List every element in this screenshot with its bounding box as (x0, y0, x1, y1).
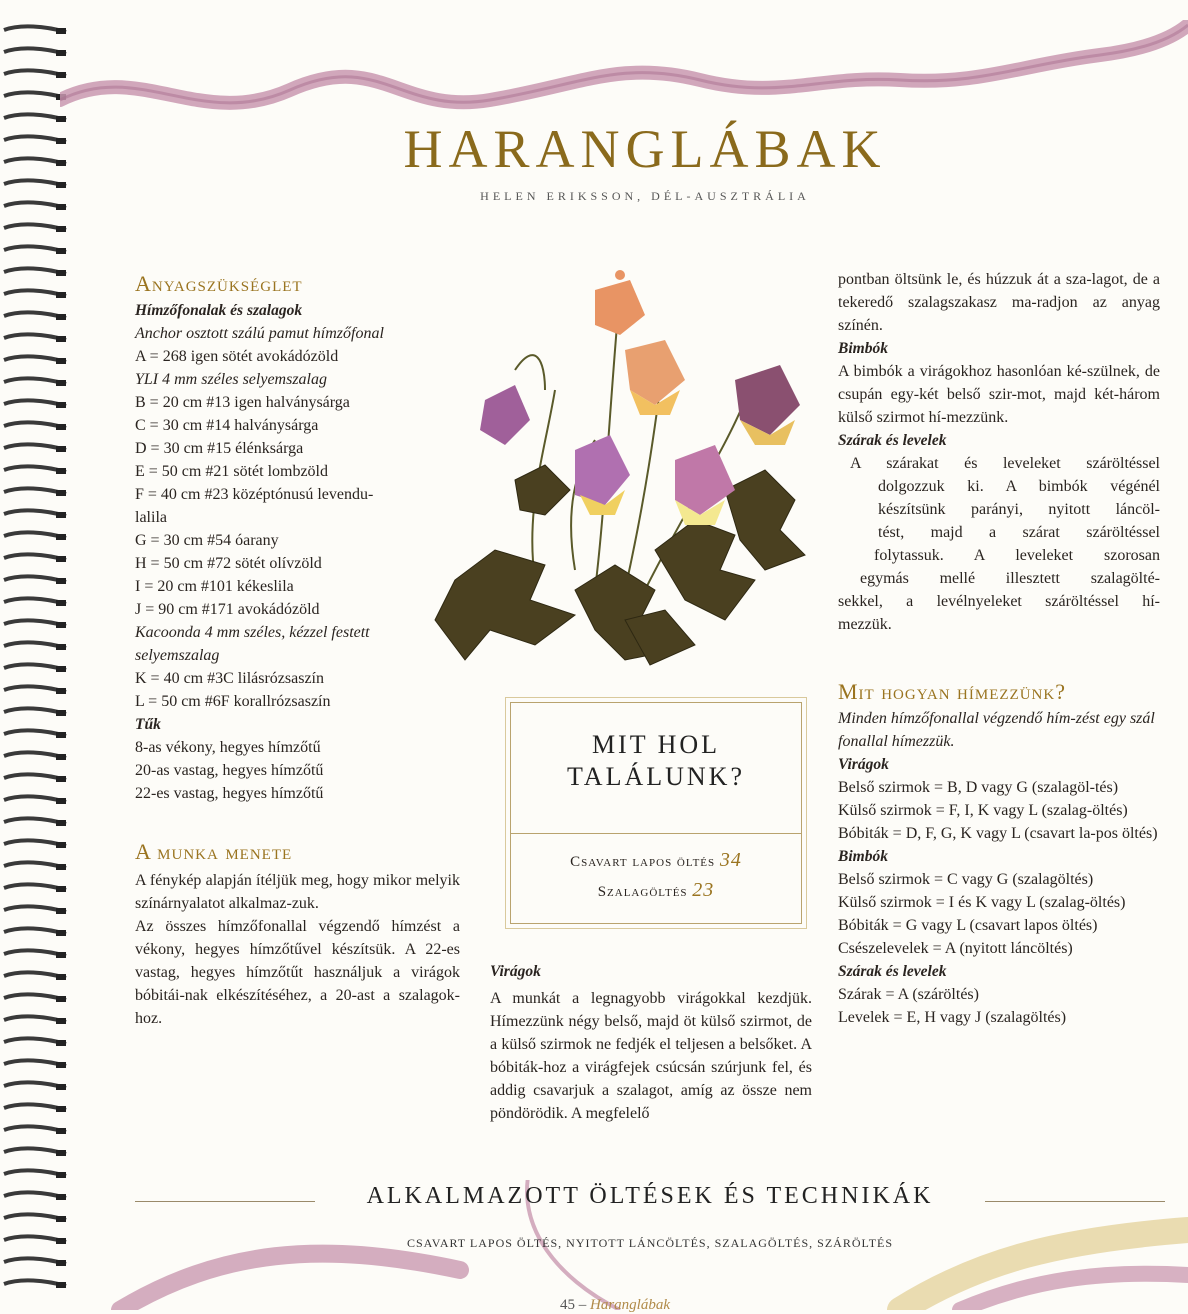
where-to-find-box (510, 702, 802, 924)
footer-heading: ALKALMAZOTT ÖLTÉSEK ÉS TECHNIKÁK (366, 1183, 934, 1209)
stems-line: egymás mellé illesztett szalagölté- (860, 570, 1160, 587)
process-paragraph-2: Az összes hímzőfonallal végzendő hímzést a vékony, hegyes hímzőtűvel készítsük. A 22-es vastag, hegyes hímzőtűt használjuk a virágok bóbitái-nak elkészítéséhez, a 20-ast a szalagok-hoz. (135, 918, 460, 1027)
how-item: Levelek = E, H vagy J (szalagöltés) (838, 1009, 1067, 1026)
author-line: HELEN ERIKSSON, DÉL-AUSZTRÁLIA (480, 189, 810, 203)
spiral-hole (56, 1062, 66, 1068)
buds-paragraph: A bimbók a virágokhoz hasonlóan ké-szülnek, de csupán egy-két belső szir-mot, majd két-három külső szirmot hí-mezzünk. (838, 363, 1160, 426)
material-item: I = 20 cm #101 kékeslila (135, 578, 294, 595)
spiral-hole (56, 952, 66, 958)
columbine-embroidery-image (395, 250, 825, 680)
how-intro: Minden hímzőfonallal végzendő hím-zést egy szál fonallal hímezzük. (838, 710, 1155, 750)
how-heading: Mit hogyan hímezzünk? (838, 679, 1066, 704)
ribbon-decoration-top (60, 20, 1188, 130)
how-section (838, 680, 1160, 1029)
material-item: J = 90 cm #171 avokádózöld (135, 601, 320, 618)
needle-item: 22-es vastag, hegyes hímzőtű (135, 785, 324, 802)
spiral-hole (56, 732, 66, 738)
how-buds-list (838, 868, 1160, 960)
needle-item: 8-as vékony, hegyes hímzőtű (135, 739, 321, 756)
process-paragraph-1: A fénykép alapján ítéljük meg, hogy mikor melyik színárnyalatot alkalmaz-zuk. (135, 872, 460, 912)
spiral-hole (56, 622, 66, 628)
flowers-instructions (490, 960, 812, 1125)
material-item: selyemszalag (135, 647, 220, 664)
box-title: MIT HOL TALÁLUNK? (567, 730, 745, 791)
flowers-paragraph: A munkát a legnagyobb virágokkal kezdjük. Hímezzünk négy belső, majd öt külső szirmot, de a külső szirmok ne fedjék el teljesen a belsőket. A bóbiták-hoz a virágfejek csúcsán szúrjunk fel, és addig csavarjuk a szalagot, amíg az össze nem pöndörödik. A megfelelő (490, 990, 812, 1122)
spiral-hole (56, 930, 66, 936)
how-item: Szárak = A (száröltés) (838, 986, 979, 1003)
spiral-hole (56, 1084, 66, 1090)
spiral-hole (56, 908, 66, 914)
spiral-hole (56, 358, 66, 364)
spiral-hole (56, 226, 66, 232)
material-item: H = 50 cm #72 sötét olívzöld (135, 555, 322, 572)
spiral-hole (56, 402, 66, 408)
stems-line: készítsünk parányi, nyitott láncöl- (878, 501, 1160, 518)
spiral-hole (56, 182, 66, 188)
stems-paragraph (838, 452, 1160, 636)
spiral-hole (56, 336, 66, 342)
material-item: Kacoonda 4 mm széles, kézzel festett (135, 624, 370, 641)
material-item: A = 268 igen sötét avokádózöld (135, 348, 339, 365)
stems-line: mezzük. (838, 616, 892, 633)
spiral-hole (56, 600, 66, 606)
process-heading: A munka menete (135, 839, 293, 864)
material-item: lalila (135, 509, 167, 526)
needles-subheading: Tűk (135, 716, 161, 733)
how-item: Bóbiták = D, F, G, K vagy L (csavart la-pos öltés) (838, 825, 1158, 842)
spiral-hole (56, 688, 66, 694)
spiral-hole (56, 1172, 66, 1178)
material-item: F = 40 cm #23 középtónusú levendu- (135, 486, 374, 503)
how-flowers-list (838, 776, 1160, 845)
spiral-hole (56, 776, 66, 782)
how-stems-subheading: Szárak és levelek (838, 963, 947, 980)
spiral-hole (56, 424, 66, 430)
material-item: D = 30 cm #15 élénksárga (135, 440, 304, 457)
stems-line: dolgozzuk ki. A bimbók végénél (878, 478, 1160, 495)
needles-list (135, 736, 460, 805)
how-item: Külső szirmok = F, I, K vagy L (szalag-öltés) (838, 802, 1128, 819)
spiral-hole (56, 864, 66, 870)
stems-line: tést, majd a szárat száröltéssel (878, 524, 1160, 541)
material-item: K = 40 cm #3C lilásrózsaszín (135, 670, 324, 687)
how-item: Bóbiták = G vagy L (csavart lapos öltés) (838, 917, 1098, 934)
spiral-hole (56, 490, 66, 496)
how-item: Külső szirmok = I és K vagy L (szalag-öltés) (838, 894, 1126, 911)
material-item: E = 50 cm #21 sötét lombzöld (135, 463, 328, 480)
buds-subheading: Bimbók (838, 340, 888, 357)
spiral-hole (56, 820, 66, 826)
how-item: Belső szirmok = C vagy G (szalagöltés) (838, 871, 1094, 888)
spiral-hole (56, 710, 66, 716)
spiral-hole (56, 1128, 66, 1134)
spiral-hole (56, 512, 66, 518)
spiral-hole (56, 204, 66, 210)
spiral-hole (56, 754, 66, 760)
page-ref: 23 (692, 879, 715, 901)
material-item: YLI 4 mm széles selyemszalag (135, 371, 327, 388)
needle-item: 20-as vastag, hegyes hímzőtű (135, 762, 324, 779)
material-item: Anchor osztott szálú pamut hímzőfonal (135, 325, 384, 342)
flowers-subheading: Virágok (490, 963, 541, 980)
page-title: HARANGLÁBAK (403, 119, 887, 179)
spiral-hole (56, 468, 66, 474)
spiral-hole (56, 534, 66, 540)
process-section (135, 840, 460, 1030)
spiral-hole (56, 798, 66, 804)
spiral-hole (56, 1106, 66, 1112)
continued-paragraph: pontban öltsünk le, és húzzuk át a sza-lagot, de a tekeredő szalagszakasz ma-radjon az anyag színén. (838, 271, 1160, 334)
material-item: G = 30 cm #54 óarany (135, 532, 279, 549)
spiral-hole (56, 666, 66, 672)
spiral-hole (56, 974, 66, 980)
how-buds-subheading: Bimbók (838, 848, 888, 865)
materials-heading: Anyagszükséglet (135, 271, 303, 296)
spiral-hole (56, 1018, 66, 1024)
spiral-hole (56, 292, 66, 298)
spiral-hole (56, 270, 66, 276)
spiral-hole (56, 1150, 66, 1156)
footer-techniques: CSAVART LAPOS ÖLTÉS, NYITOTT LÁNCÖLTÉS, SZALAGÖLTÉS, SZÁRÖLTÉS (406, 1236, 894, 1250)
box-divider (511, 833, 801, 834)
stems-line: A szárakat és leveleket száröltéssel (850, 455, 1160, 472)
how-stems-list (838, 983, 1160, 1029)
stems-subheading: Szárak és levelek (838, 432, 947, 449)
how-item: Csészelevelek = A (nyitott láncöltés) (838, 940, 1073, 957)
spiral-hole (56, 842, 66, 848)
material-item: B = 20 cm #13 igen halványsárga (135, 394, 350, 411)
page-ref: 34 (719, 849, 742, 871)
spiral-hole (56, 248, 66, 254)
spiral-hole (56, 556, 66, 562)
spiral-hole (56, 644, 66, 650)
spiral-hole (56, 446, 66, 452)
spiral-hole (56, 380, 66, 386)
material-item: C = 30 cm #14 halványsárga (135, 417, 319, 434)
stems-line: folytassuk. A leveleket szorosan (874, 547, 1160, 564)
material-item: L = 50 cm #6F korallrózsaszín (135, 693, 331, 710)
spiral-hole (56, 578, 66, 584)
page-number: 45 – Haranglábak (560, 1297, 670, 1313)
box-row-twisted-stitch: Csavart lapos öltés 34 (570, 849, 742, 871)
spiral-hole (56, 886, 66, 892)
threads-subheading: Hímzőfonalak és szalagok (135, 302, 303, 319)
spiral-hole (56, 314, 66, 320)
spiral-hole (56, 1040, 66, 1046)
box-row-ribbon-stitch: Szalagöltés 23 (597, 879, 715, 901)
how-flowers-subheading: Virágok (838, 756, 889, 773)
buds-stems-section (838, 268, 1160, 636)
how-item: Belső szirmok = B, D vagy G (szalagöl-tés) (838, 779, 1119, 796)
spiral-hole (56, 996, 66, 1002)
stems-line: sekkel, a levélnyeleket száröltéssel hí- (838, 593, 1160, 610)
